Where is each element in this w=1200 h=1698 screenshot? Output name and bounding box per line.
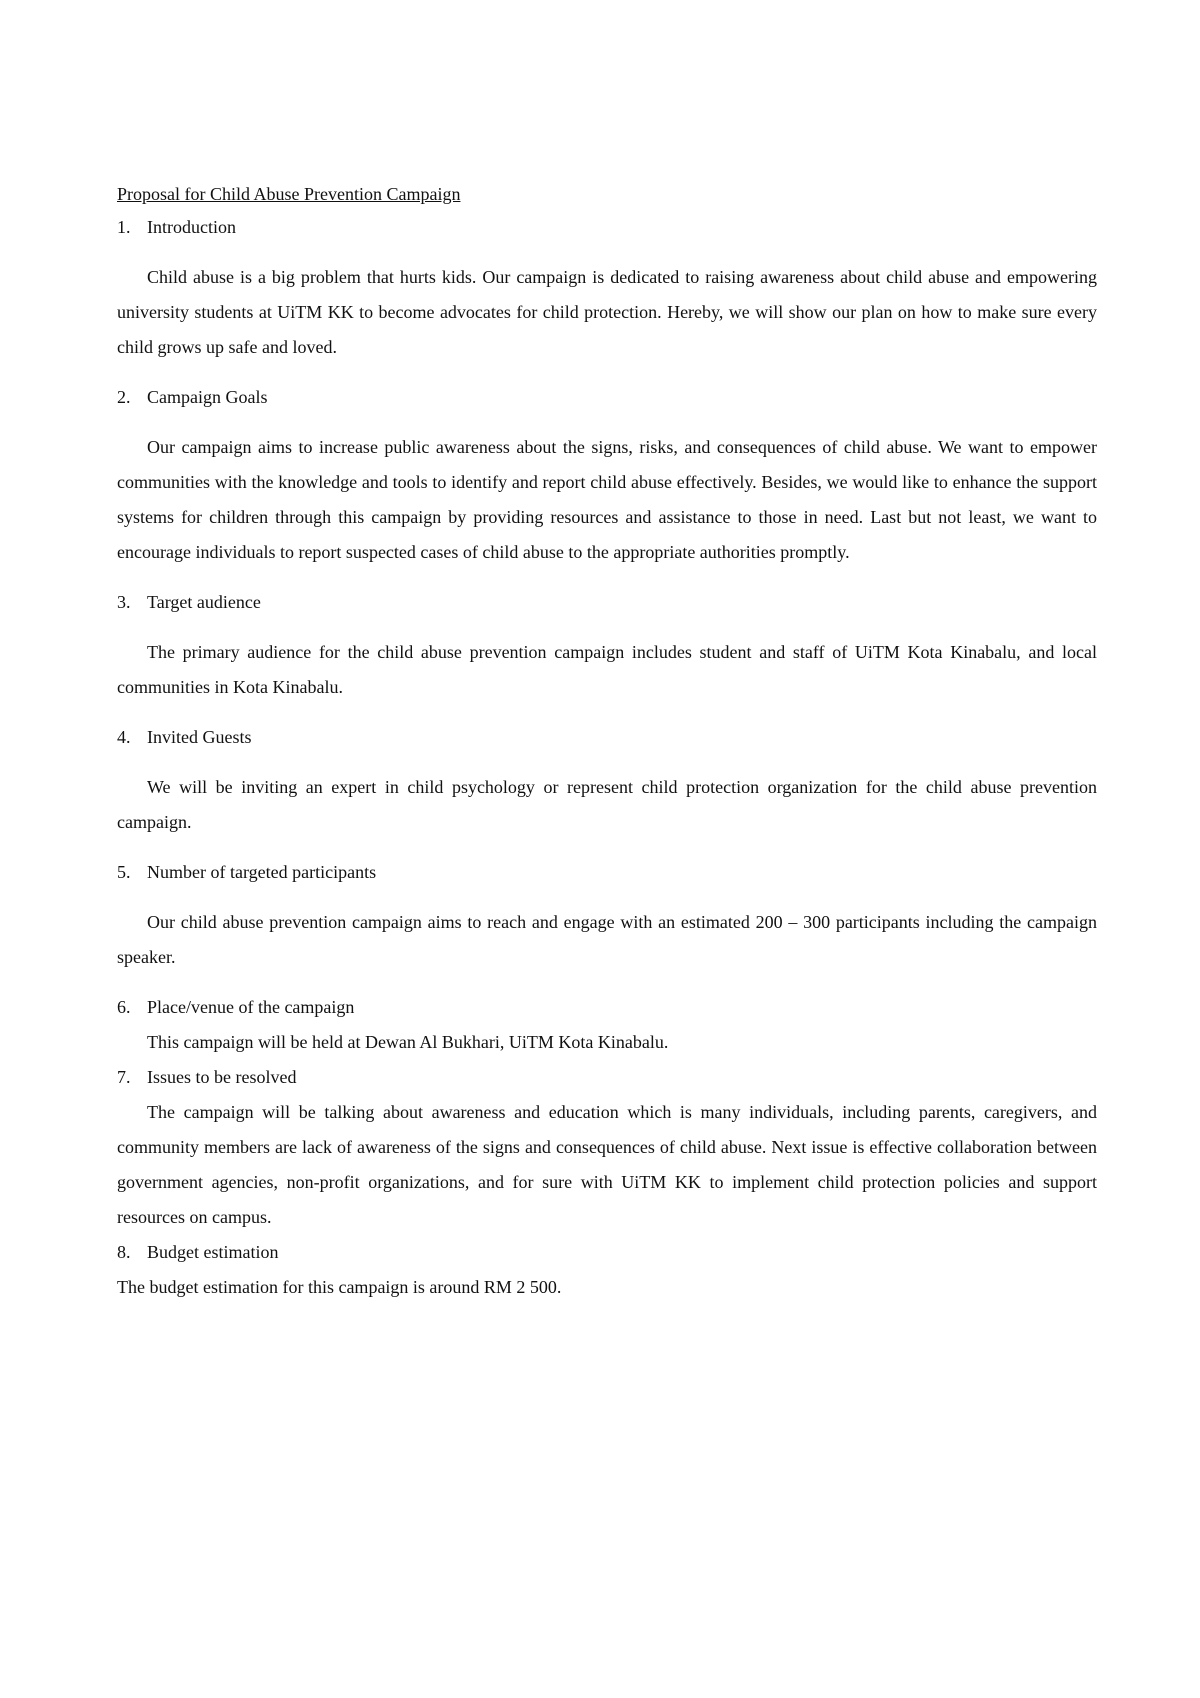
section-heading-label: Target audience — [147, 592, 261, 612]
section-paragraph-target-audience: The primary audience for the child abuse prevention campaign includes student and staff of UiTM Kota Kinabalu, and local communities in Kota Kinabalu. — [117, 642, 1097, 697]
section-number: 6. — [117, 997, 131, 1017]
section-paragraph-issues: The campaign will be talking about awareness and education which is many individuals, including parents, caregivers, and community members are lack of awareness of the signs and consequences of child abuse. Next issue is effective collaboration between government agencies, non-profit organizations, and for sure with UiTM KK to implement child protection policies and support resources on campus. — [117, 1102, 1097, 1227]
section-heading-label: Campaign Goals — [147, 387, 268, 407]
section-heading-campaign-goals — [117, 380, 1097, 415]
section-paragraph-venue: This campaign will be held at Dewan Al Bukhari, UiTM Kota Kinabalu. — [147, 1032, 669, 1052]
section-heading-targeted-participants — [117, 855, 1097, 890]
section-number: 7. — [117, 1067, 131, 1087]
section-paragraph-targeted-participants: Our child abuse prevention campaign aims to reach and engage with an estimated 200 – 300 participants including the campaign speaker. — [117, 912, 1097, 967]
section-heading-invited-guests — [117, 720, 1097, 755]
section-heading-label: Invited Guests — [147, 727, 252, 747]
section-number: 2. — [117, 387, 131, 407]
section-heading-issues — [117, 1060, 1097, 1095]
section-number: 1. — [117, 217, 131, 237]
document-page — [117, 178, 1097, 1305]
section-paragraph-budget: The budget estimation for this campaign is around RM 2 500. — [117, 1277, 562, 1297]
section-number: 8. — [117, 1242, 131, 1262]
section-heading-label: Place/venue of the campaign — [147, 997, 355, 1017]
section-number: 5. — [117, 862, 131, 882]
section-paragraph-introduction: Child abuse is a big problem that hurts kids. Our campaign is dedicated to raising awareness about child abuse and empowering university students at UiTM KK to become advocates for child protection. Hereby, we will show our plan on how to make sure every child grows up safe and loved. — [117, 267, 1097, 357]
section-number: 4. — [117, 727, 131, 747]
section-number: 3. — [117, 592, 131, 612]
section-paragraph-campaign-goals: Our campaign aims to increase public awareness about the signs, risks, and consequences of child abuse. We want to empower communities with the knowledge and tools to identify and report child abuse effectively. Besides, we would like to enhance the support systems for children through this campaign by providing resources and assistance to those in need. Last but not least, we want to encourage individuals to report suspected cases of child abuse to the appropriate authorities promptly. — [117, 437, 1097, 562]
section-heading-label: Number of targeted participants — [147, 862, 377, 882]
section-heading-target-audience — [117, 585, 1097, 620]
section-paragraph-invited-guests: We will be inviting an expert in child psychology or represent child protection organization for the child abuse prevention campaign. — [117, 777, 1097, 832]
document-title: Proposal for Child Abuse Prevention Campaign — [117, 184, 461, 204]
section-heading-label: Budget estimation — [147, 1242, 279, 1262]
section-heading-introduction — [117, 210, 1097, 245]
section-heading-venue — [117, 990, 1097, 1025]
section-heading-label: Issues to be resolved — [147, 1067, 297, 1087]
section-heading-budget — [117, 1235, 1097, 1270]
section-heading-label: Introduction — [147, 217, 236, 237]
